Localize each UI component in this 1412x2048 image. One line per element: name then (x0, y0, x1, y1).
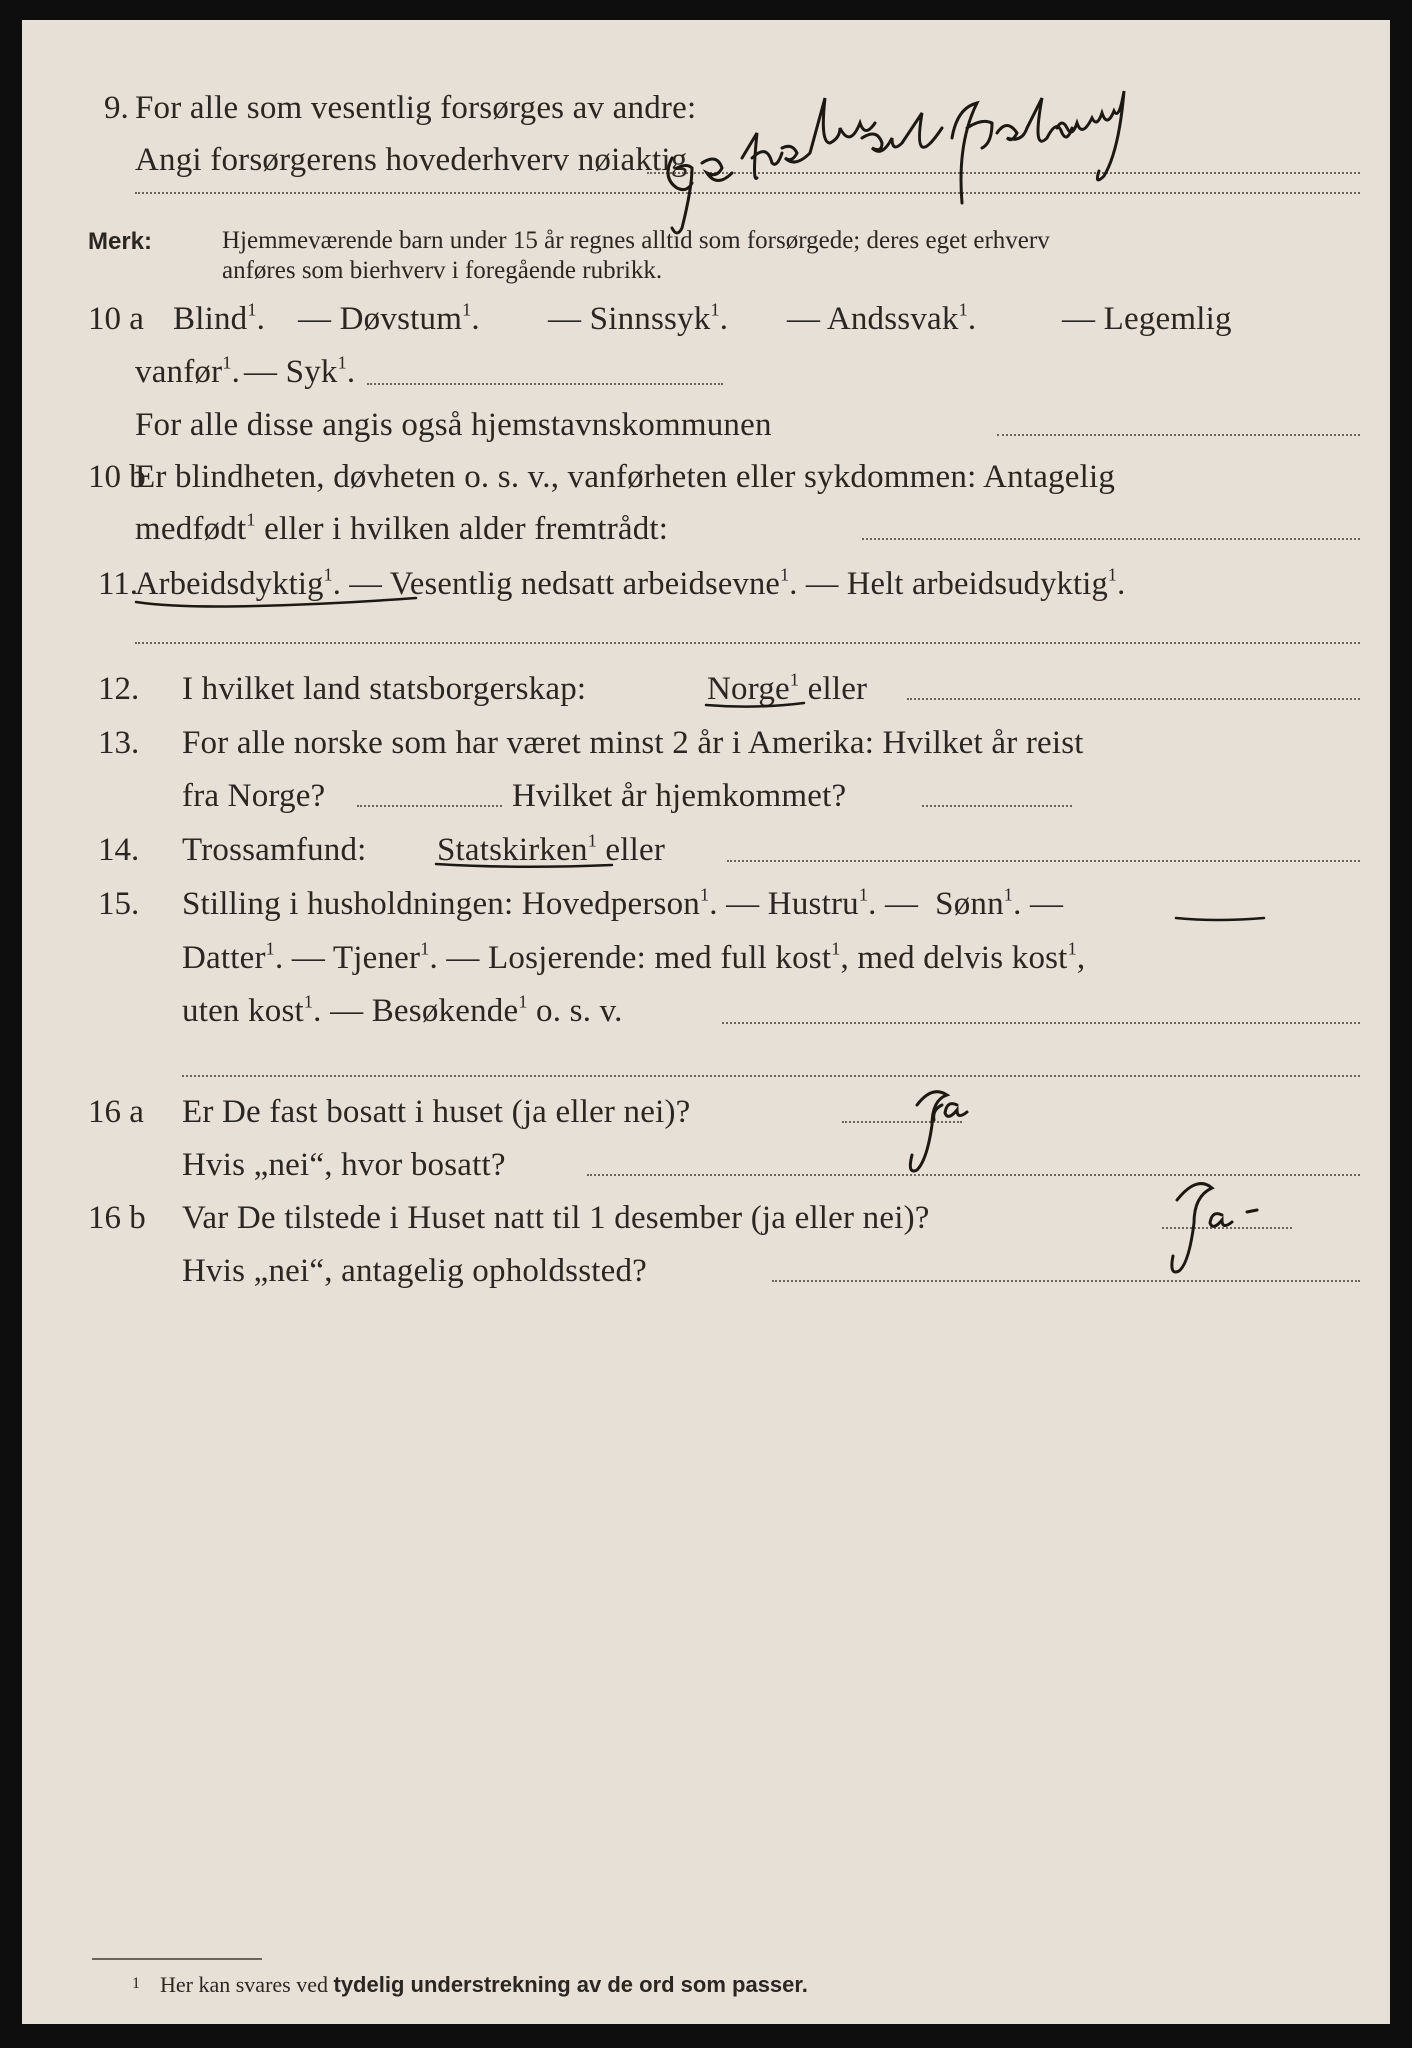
q14-option: Statskirken$^1$ eller (437, 830, 666, 868)
q16b-number: 16 b (88, 1200, 146, 1236)
q13-year-left-line (357, 805, 502, 807)
q15-line2: Datter$^1$. — Tjener$^1$. — Losjerende: med full kost$^1$, med delvis kost$^1$, (182, 938, 1086, 976)
merk-label: Merk: (88, 228, 153, 255)
q15-number: 15. (98, 886, 140, 922)
q15-option-sonn: Sønn (935, 886, 1004, 922)
q11-underline-mark (132, 588, 432, 612)
q15-extra-line (182, 1075, 1360, 1077)
footnote-rule (92, 1958, 262, 1960)
q16b-line2: Hvis „nei“, antagelig opholdssted? (182, 1253, 648, 1289)
q9-line2: Angi forsørgerens hovederhverv nøiaktig (135, 142, 688, 178)
q11-number: 11. (98, 566, 139, 602)
q14-answer-line (727, 860, 1360, 862)
q10a-number: 10 a (88, 301, 144, 337)
q12-option: Norge$^1$ eller (707, 669, 868, 707)
q16b-opholdssted-line (772, 1280, 1360, 1282)
q16a-handwritten-answer (897, 1075, 1007, 1185)
q16a-line1: Er De fast bosatt i huset (ja eller nei)? (182, 1094, 691, 1130)
q10a-hjemstavn-line (997, 434, 1360, 436)
q16b-handwritten-answer (1152, 1170, 1292, 1290)
q10b-number: 10 b (88, 459, 146, 495)
q10a-vanfor: vanfør$^1$. (135, 352, 241, 390)
q11-options: Arbeidsdyktig$^1$. — Vesentlig nedsatt arbeidsevne$^1$. — Helt arbeidsudyktig$^1$. (135, 564, 1126, 602)
q13-line2b: Hvilket år hjemkommet? (512, 778, 847, 814)
q10a-legemlig: — Legemlig (1062, 301, 1232, 337)
q10b-line2: medfødt$^1$ eller i hvilken alder fremtrådt: (135, 509, 669, 547)
q15-line1: Stilling i husholdningen: Hovedperson$^1$. — Hustru$^1$. — Sønn$^1$. — (182, 884, 1064, 922)
q15-answer-line (722, 1022, 1360, 1024)
q10a-line3: For alle disse angis også hjemstavnskommunen (135, 407, 772, 443)
q14-number: 14. (98, 832, 140, 868)
q13-number: 13. (98, 725, 140, 761)
q12-answer-line (907, 698, 1360, 700)
q13-line2a: fra Norge? (182, 778, 326, 814)
q14-underline-mark (432, 856, 622, 876)
q15-underline-mark (1172, 910, 1272, 930)
census-form-page (22, 20, 1390, 2024)
merk-line2: anføres som bierhverv i foregående rubrikk. (222, 257, 663, 284)
q10a-dovstum: — Døvstum$^1$. (298, 299, 480, 337)
q10a-andssvak: — Andssvak$^1$. (787, 299, 977, 337)
q9-line1: For alle som vesentlig forsørges av andre: (135, 90, 697, 126)
footnote-text: Her kan svares ved tydelig understrekning av de ord som passer. (160, 1972, 808, 1997)
merk-line1: Hjemmeværende barn under 15 år regnes alltid som forsørgede; deres eget erhverv (222, 227, 1050, 254)
q13-year-returned-line (922, 805, 1072, 807)
q10b-answer-line (862, 538, 1360, 540)
q16b-line1: Var De tilstede i Huset natt til 1 desember (ja eller nei)? (182, 1200, 930, 1236)
q10a-syk-line (367, 383, 723, 385)
footnote-mark: 1 (132, 1975, 140, 1992)
q10a-blind: Blind$^1$. (173, 299, 266, 337)
q16a-line2: Hvis „nei“, hvor bosatt? (182, 1147, 506, 1183)
q13-line1: For alle norske som har været minst 2 år i Amerika: Hvilket år reist (182, 725, 1084, 761)
q9-number: 9. (104, 90, 129, 126)
q12-number: 12. (98, 671, 140, 707)
q14-text: Trossamfund: (182, 832, 367, 868)
q10a-syk: — Syk$^1$. (244, 352, 356, 390)
q12-underline-mark (702, 695, 812, 715)
q11-extra-line (135, 642, 1360, 644)
q10b-line1: Er blindheten, døvheten o. s. v., vanførheten eller sykdommen: Antagelig (135, 459, 1116, 495)
q10a-sinnssyk: — Sinnssyk$^1$. (548, 299, 729, 337)
q12-text: I hvilket land statsborgerskap: (182, 671, 587, 707)
q11-option-arbeidsdyktig: Arbeidsdyktig (135, 566, 324, 602)
q15-line3: uten kost$^1$. — Besøkende$^1$ o. s. v. (182, 991, 623, 1029)
q16a-number: 16 a (88, 1094, 144, 1130)
